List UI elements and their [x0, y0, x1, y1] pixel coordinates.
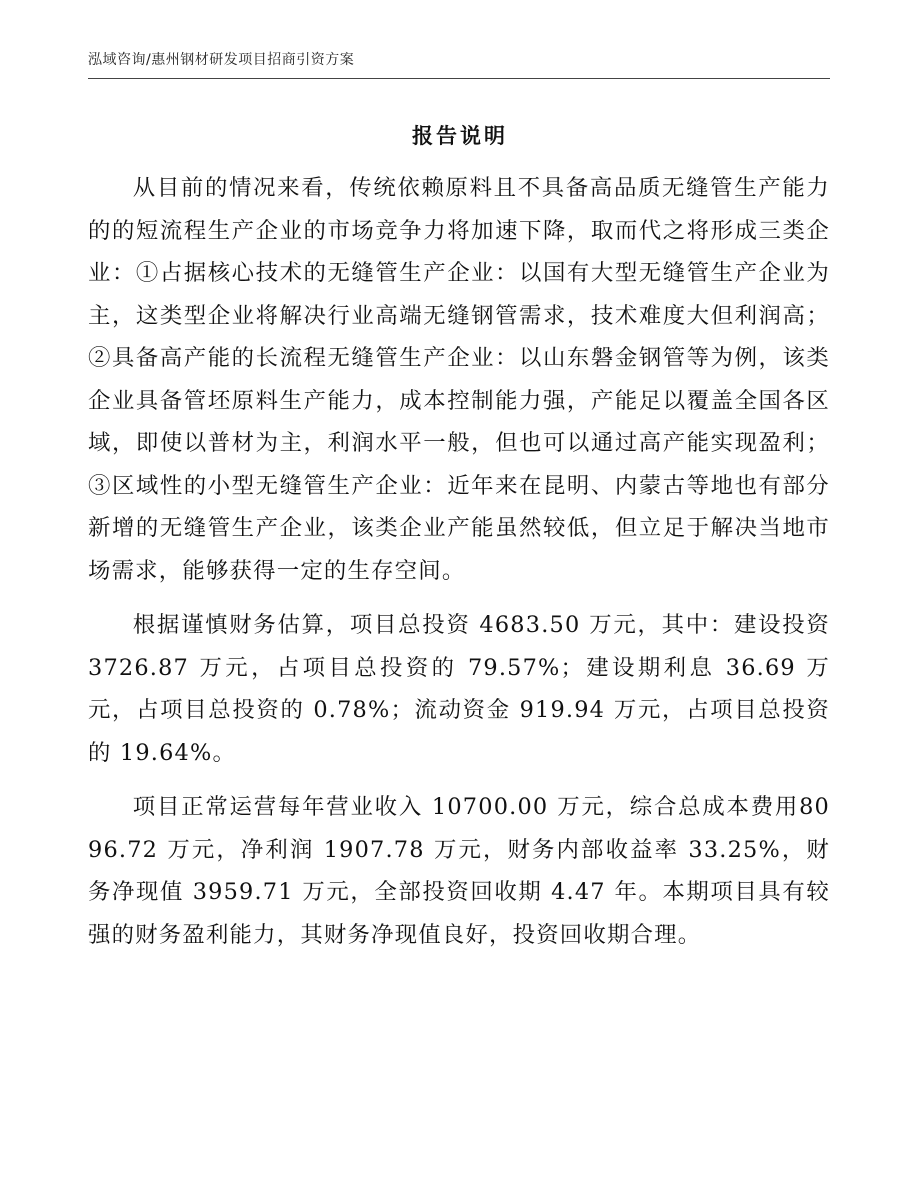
page-header: 泓域咨询/惠州钢材研发项目招商引资方案: [88, 52, 355, 68]
paragraph-market-outlook: 从目前的情况来看，传统依赖原料且不具备高品质无缝管生产能力的的短流程生产企业的市场竞争力将加速下降，取而代之将形成三类企业：①占据核心技术的无缝管生产企业：以国有大型无缝管生产企业为主，这类型企业将解决行业高端无缝钢管需求，技术难度大但利润高；②具备高产能的长流程无缝管生产企业：以山东磐金钢管等为例，该类企业具备管坯原料生产能力，成本控制能力强，产能足以覆盖全国各区域，即使以普材为主，利润水平一般，但也可以通过高产能实现盈利；③区域性的小型无缝管生产企业：近年来在昆明、内蒙古等地也有部分新增的无缝管生产企业，该类企业产能虽然较低，但立足于解决当地市场需求，能够获得一定的生存空间。: [88, 175, 830, 584]
page-title: 报告说明: [412, 124, 508, 148]
report-body: [88, 167, 830, 956]
paragraph-investment-estimate: 根据谨慎财务估算，项目总投资 4683.50 万元，其中：建设投资3726.87 万元，占项目总投资的 79.57%；建设期利息 36.69 万元，占项目总投资的 0.78%；流动资金 919.94 万元，占项目总投资的 19.64%。: [88, 612, 830, 766]
header-divider: [88, 78, 830, 79]
paragraph-financial-performance: 项目正常运营每年营业收入 10700.00 万元，综合总成本费用8096.72 万元，净利润 1907.78 万元，财务内部收益率 33.25%，财务净现值 3959.71 万元，全部投资回收期 4.47 年。本期项目具有较强的财务盈利能力，其财务净现值良好，投资回收期合理。: [88, 794, 830, 948]
